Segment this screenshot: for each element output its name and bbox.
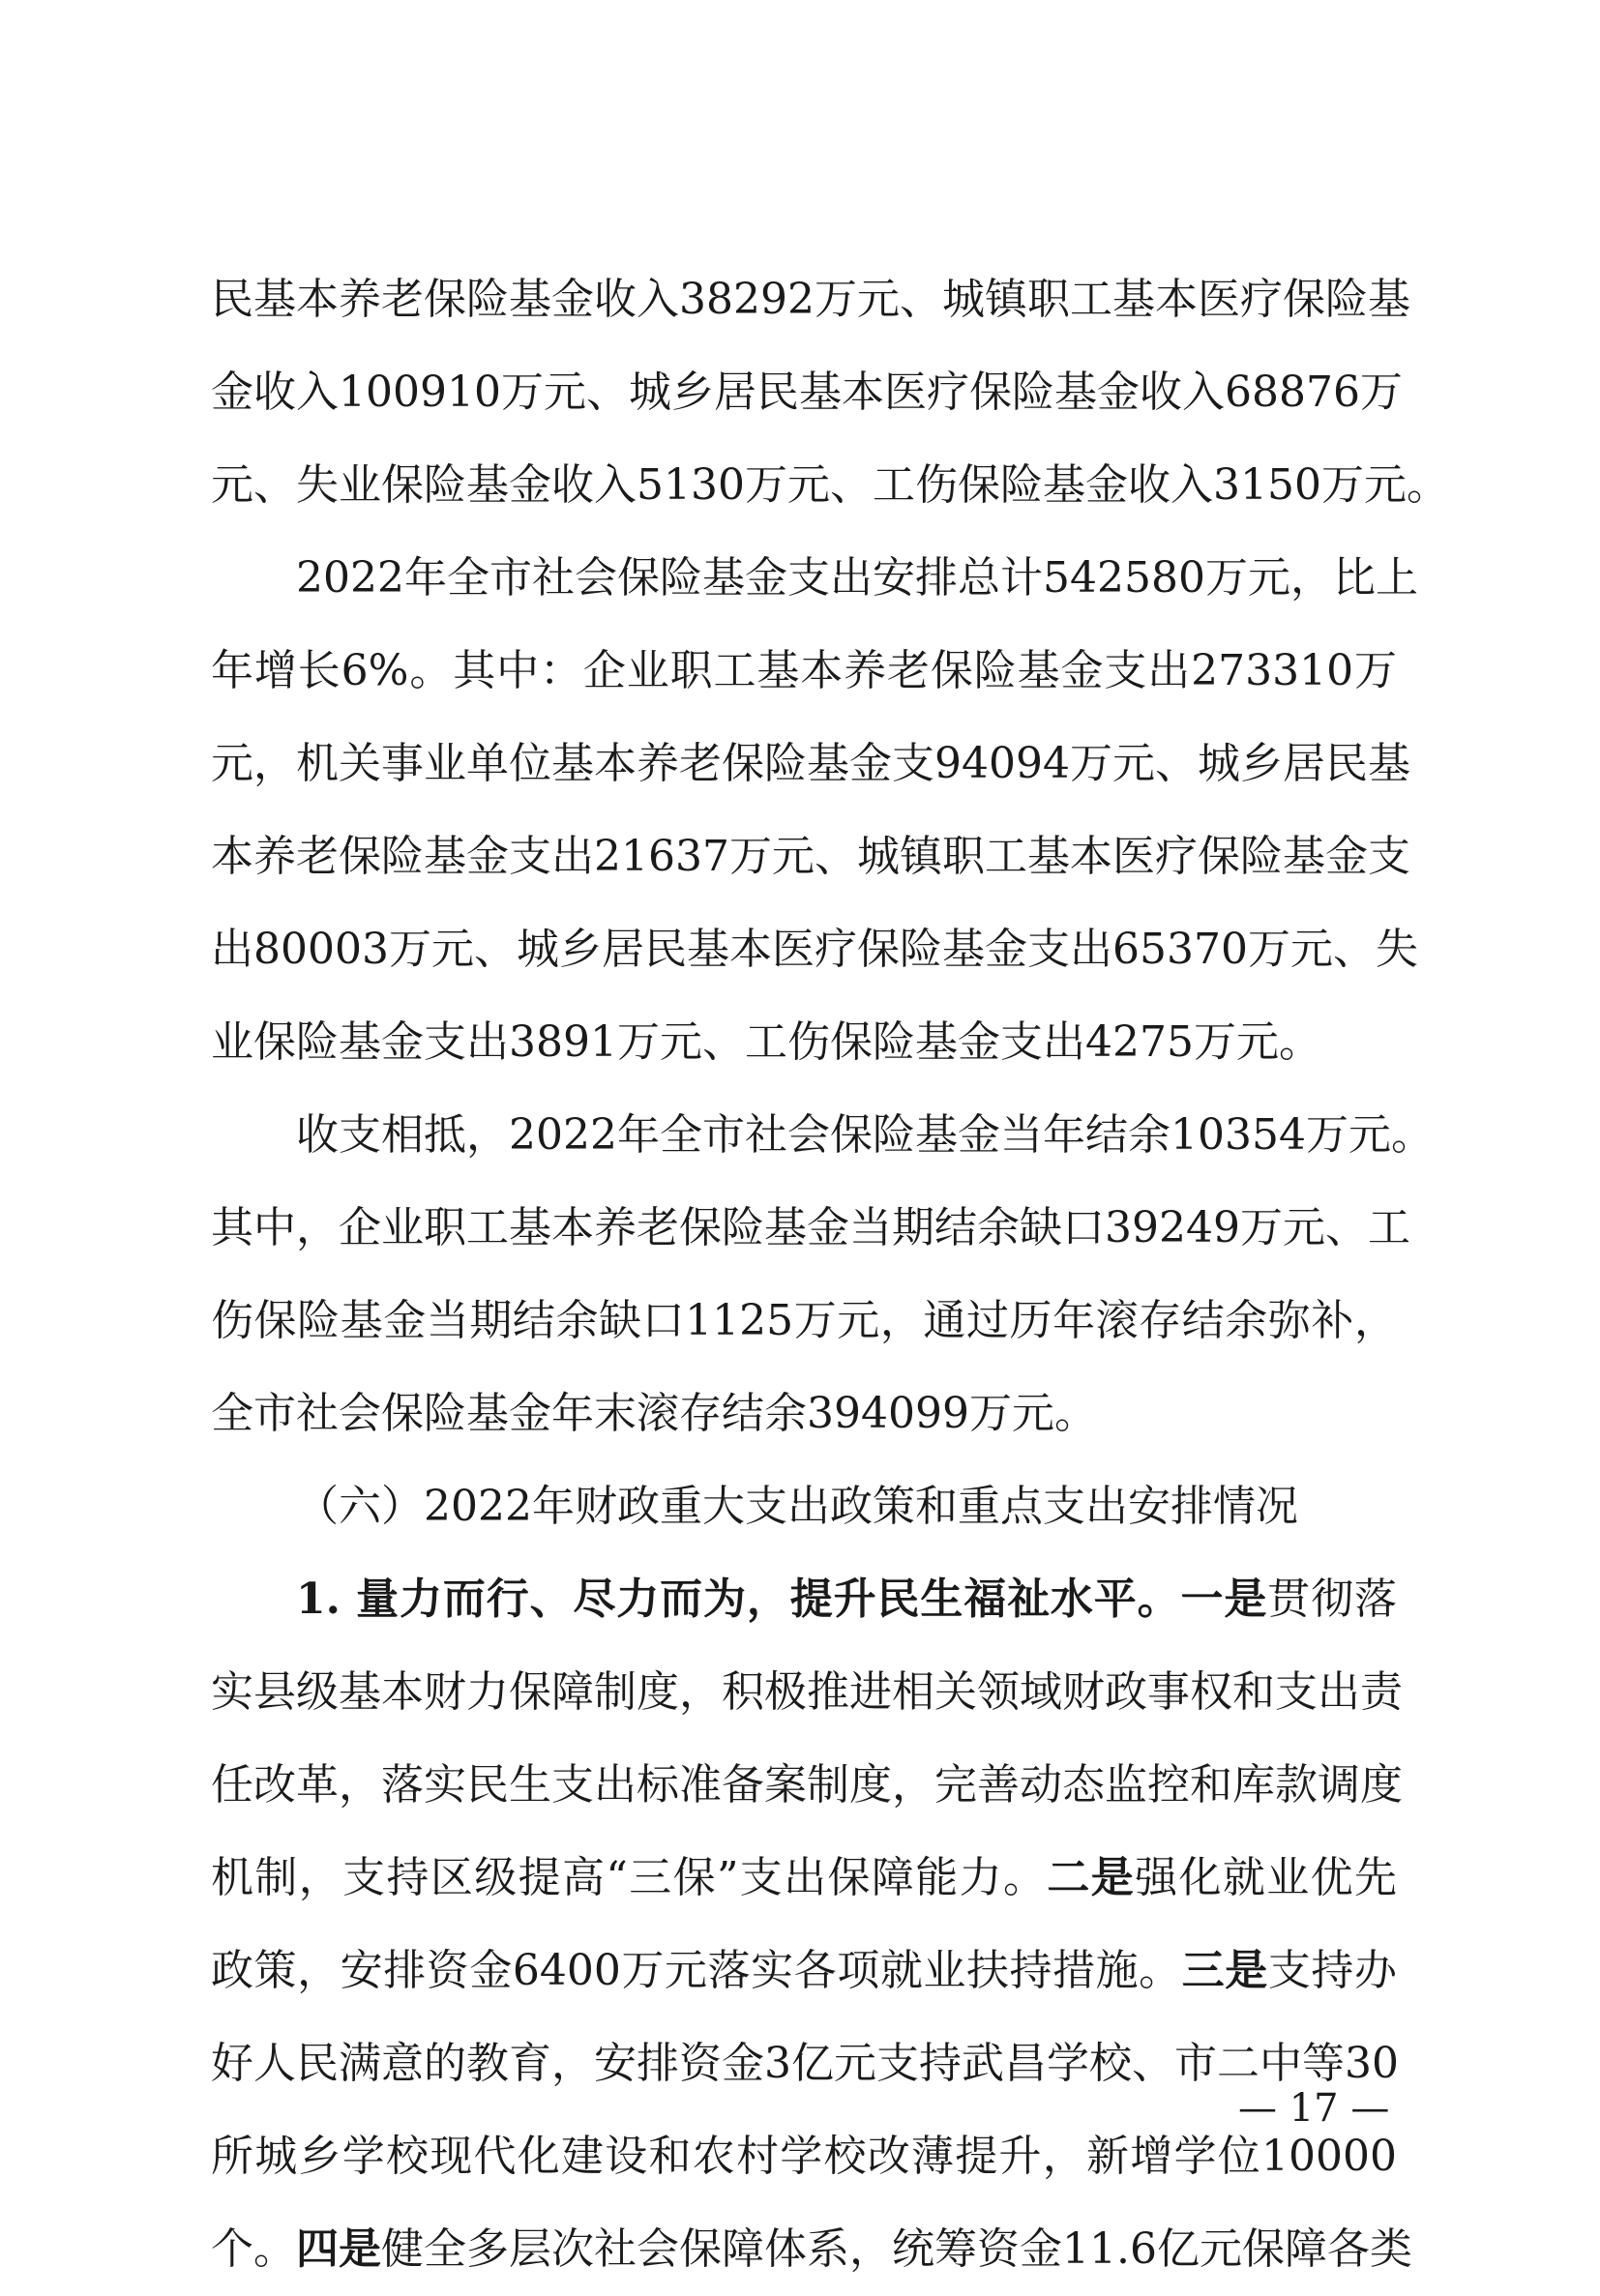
text-segment: 其中，企业职工基本养老保险基金当期结余缺口39249万元、工 <box>211 1203 1410 1252</box>
text-segment: 民基本养老保险基金收入38292万元、城镇职工基本医疗保险基 <box>211 275 1410 324</box>
text-segment: 年增长6%。其中：企业职工基本养老保险基金支出273310万 <box>211 646 1397 695</box>
text-segment: 业保险基金支出3891万元、工伤保险基金支出4275万元。 <box>211 1017 1321 1067</box>
text-segment: 个。 <box>211 2224 296 2274</box>
bold-text-segment: 三是 <box>1181 1946 1268 1995</box>
text-line <box>211 1832 1397 1925</box>
text-line <box>211 810 1410 903</box>
document-body <box>211 253 1449 2296</box>
text-line <box>211 2017 1397 2110</box>
text-segment: 支持办 <box>1267 1946 1397 1995</box>
text-segment: 全市社会保险基金年末滚存结余394099万元。 <box>211 1389 1097 1438</box>
text-line <box>211 1553 1397 1646</box>
text-line <box>211 2110 1397 2203</box>
bold-text-segment: 四是 <box>296 2224 381 2274</box>
text-segment: 收支相抵，2022年全市社会保险基金当年结余10354万元。 <box>296 1110 1434 1160</box>
text-segment: 2022年全市社会保险基金支出安排总计542580万元，比上 <box>296 553 1418 603</box>
text-segment: 出80003万元、城乡居民基本医疗保险基金支出65370万元、失 <box>211 925 1418 974</box>
text-line <box>211 1089 1434 1182</box>
bold-text-segment: 一是 <box>1180 1575 1268 1624</box>
bold-text-segment: 1. 量力而行、尽力而为，提升民生福祉水平。 <box>296 1575 1181 1624</box>
text-line <box>211 532 1418 625</box>
text-line <box>211 1368 1397 1460</box>
text-line <box>211 1646 1403 1739</box>
text-line <box>211 1182 1410 1275</box>
text-line <box>211 253 1410 346</box>
text-line <box>211 903 1418 996</box>
bold-text-segment: 二是 <box>1047 1853 1136 1902</box>
text-segment: 贯彻落 <box>1267 1575 1397 1624</box>
text-segment: 本养老保险基金支出21637万元、城镇职工基本医疗保险基金支 <box>211 832 1410 881</box>
text-segment: （六）2022年财政重大支出政策和重点支出安排情况 <box>296 1482 1298 1531</box>
text-segment: 强化就业优先 <box>1135 1853 1398 1902</box>
text-line <box>211 718 1410 810</box>
text-segment: 机制，支持区级提高“三保”支出保障能力。 <box>211 1853 1048 1902</box>
text-segment: 健全多层次社会保障体系，统筹资金11.6亿元保障各类 <box>381 2224 1412 2274</box>
text-segment: 政策，安排资金6400万元落实各项就业扶持措施。 <box>211 1946 1182 1995</box>
text-line <box>211 346 1403 439</box>
text-line <box>211 2203 1412 2296</box>
text-line <box>211 625 1397 718</box>
text-segment: 伤保险基金当期结余缺口1125万元，通过历年滚存结余弥补， <box>211 1296 1397 1345</box>
text-line <box>211 1275 1397 1368</box>
text-segment: 所城乡学校现代化建设和农村学校改薄提升，新增学位10000 <box>211 2132 1397 2181</box>
text-segment: 好人民满意的教育，安排资金3亿元支持武昌学校、市二中等30 <box>211 2039 1399 2088</box>
text-segment: 元、失业保险基金收入5130万元、工伤保险基金收入3150万元。 <box>211 460 1449 510</box>
text-segment: 金收入100910万元、城乡居民基本医疗保险基金收入68876万 <box>211 368 1403 417</box>
text-segment: 任改革，落实民生支出标准备案制度，完善动态监控和库款调度 <box>211 1760 1403 1810</box>
text-line <box>211 996 1397 1089</box>
text-line <box>211 1739 1403 1832</box>
text-line <box>211 1460 1397 1553</box>
text-segment: 元，机关事业单位基本养老保险基金支94094万元、城乡居民基 <box>211 739 1410 788</box>
text-line <box>211 439 1449 532</box>
text-line <box>211 1925 1397 2017</box>
page-number: — 17 — <box>1238 2086 1390 2131</box>
text-segment: 实县级基本财力保障制度，积极推进相关领域财政事权和支出责 <box>211 1667 1403 1717</box>
